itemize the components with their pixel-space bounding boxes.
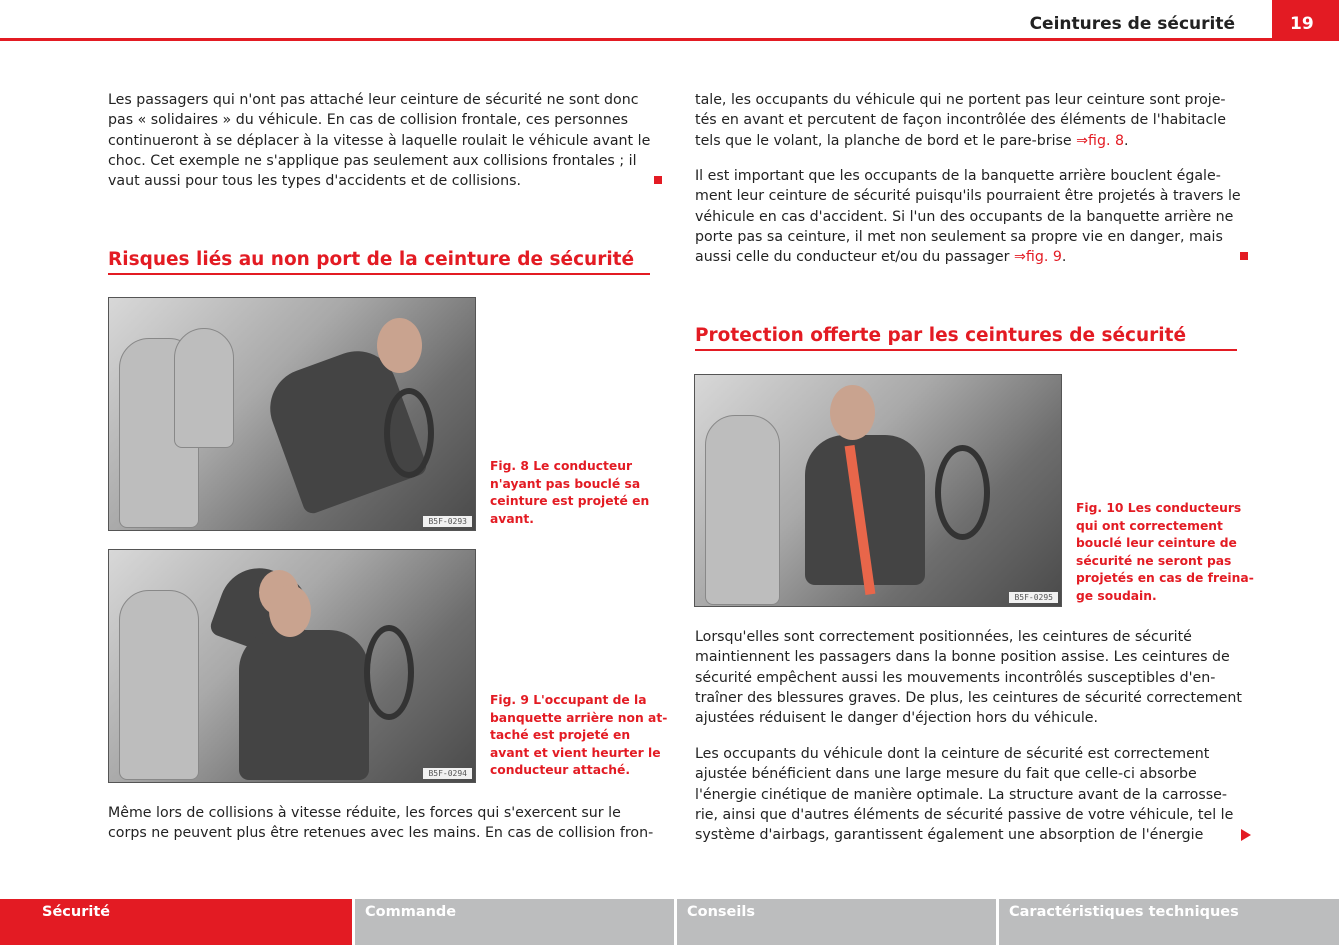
text-line: tés en avant et percutent de façon incontrôlée des éléments de l'habitacle	[695, 112, 1226, 129]
right-paragraph-4	[695, 744, 1233, 845]
figure-code: B5F-0295	[1009, 592, 1058, 603]
fig-8-link[interactable]: ⇒fig. 8	[1076, 132, 1125, 149]
left-paragraph-1	[108, 90, 650, 191]
text-line: Il est important que les occupants de la banquette arrière bouclent égale-	[695, 168, 1221, 184]
caption-line: banquette arrière non at-	[490, 710, 668, 725]
footer-tab-commande[interactable]: Commande	[355, 899, 674, 945]
caption-line: taché est projeté en	[490, 728, 631, 743]
page-number: 19	[1272, 0, 1339, 41]
continue-arrow-icon	[1241, 829, 1251, 841]
text-line: porte pas sa ceinture, il met non seulement sa propre vie en danger, mais	[695, 228, 1223, 245]
text-line: l'énergie cinétique de manière optimale. La structure avant de la carrosse-	[695, 786, 1227, 803]
text-line: ajustées réduisent le danger d'éjection hors du véhicule.	[695, 710, 1098, 727]
caption-line: Fig. 8 Le conducteur	[490, 459, 633, 473]
text-line: véhicule en cas d'accident. Si l'un des occupants de la banquette arrière ne	[695, 208, 1234, 225]
caption-line: bouclé leur ceinture de	[1076, 536, 1237, 551]
footer-tab-securite[interactable]: Sécurité	[0, 899, 352, 945]
right-paragraph-3	[695, 627, 1242, 728]
figure-9-caption	[490, 692, 667, 780]
caption-line: sécurité ne seront pas	[1076, 553, 1232, 568]
caption-line: avant.	[490, 511, 534, 526]
text-line: vaut aussi pour tous les types d'accidents et de collisions.	[108, 173, 521, 190]
figure-8-image	[108, 297, 476, 531]
header-rule	[0, 38, 1272, 41]
caption-line: projetés en cas de freina-	[1076, 571, 1254, 586]
text-line: tels que le volant, la planche de bord et le pare-brise	[695, 132, 1077, 149]
text-line: Les passagers qui n'ont pas attaché leur ceinture de sécurité ne sont donc	[108, 92, 639, 108]
footer-tab-caracteristiques[interactable]: Caractéristiques techniques	[999, 899, 1339, 945]
caption-line: ge soudain.	[1076, 588, 1157, 603]
text-line: sécurité empêchent aussi les mouvements incontrôlés susceptibles d'en-	[695, 669, 1216, 686]
text-line: tale, les occupants du véhicule qui ne portent pas leur ceinture sont proje-	[695, 92, 1226, 108]
text-line: maintiennent les passagers dans la bonne position assise. Les ceintures de	[695, 649, 1230, 666]
text-line: aussi celle du conducteur et/ou du passager	[695, 249, 1014, 266]
footer-tab-conseils[interactable]: Conseils	[677, 899, 996, 945]
figure-9-image	[108, 549, 476, 783]
text-line: Les occupants du véhicule dont la ceinture de sécurité est correctement	[695, 746, 1210, 762]
chapter-title: Ceintures de sécurité	[1029, 14, 1235, 34]
text-line: Même lors de collisions à vitesse réduite, les forces qui s'exercent sur le	[108, 805, 621, 821]
section-heading-risks: Risques liés au non port de la ceinture de sécurité	[108, 249, 650, 275]
right-paragraph-1: tale, les occupants du véhicule qui ne portent pas leur ceinture sont proje- tés en avant et percutent de façon incontrôlée des éléments de l'habitacle tels que le volant, la planche de bord et le pare-brise ⇒fig. 8.	[695, 92, 1226, 149]
figure-code: B5F-0294	[423, 768, 472, 779]
text-line: traîner des blessures graves. De plus, les ceintures de sécurité correctement	[695, 689, 1242, 706]
figure-8-caption	[490, 458, 649, 528]
figure-10-caption	[1076, 500, 1254, 606]
text-line: rie, ainsi que d'autres éléments de sécurité passive de votre véhicule, tel le	[695, 806, 1234, 823]
text-line: corps ne peuvent plus être retenues avec les mains. En cas de collision fron-	[108, 825, 654, 842]
left-paragraph-2	[108, 803, 653, 844]
text-line: ajustée bénéficient dans une large mesure du fait que celle-ci absorbe	[695, 766, 1197, 783]
figure-code: B5F-0293	[423, 516, 472, 527]
caption-line: Fig. 10 Les conducteurs	[1076, 501, 1242, 515]
figure-10-image	[694, 374, 1062, 607]
caption-line: conducteur attaché.	[490, 763, 631, 778]
text-line: choc. Cet exemple ne s'applique pas seulement aux collisions frontales ; il	[108, 152, 637, 169]
caption-line: n'ayant pas bouclé sa	[490, 476, 641, 491]
text-line: pas « solidaires » du véhicule. En cas de collision frontale, ces personnes	[108, 112, 629, 129]
caption-line: ceinture est projeté en	[490, 494, 650, 509]
caption-line: Fig. 9 L'occupant de la	[490, 693, 647, 707]
text-line: ment leur ceinture de sécurité puisqu'ils pourraient être projetés à travers le	[695, 188, 1241, 205]
right-paragraph-2: Il est important que les occupants de la banquette arrière bouclent égale- ment leur ceinture de sécurité puisqu'ils pourraient être projetés à travers le véhicule en cas d'accident. Si l'un des occupants de la banquette arrière ne porte pas sa ceinture, il met non seulement sa propre vie en danger, mais aussi celle du conducteur et/ou du passager ⇒fig. 9.	[695, 168, 1241, 266]
section-end-mark	[654, 176, 662, 184]
text-line: Lorsqu'elles sont correctement positionnées, les ceintures de sécurité	[695, 629, 1192, 645]
fig-9-link[interactable]: ⇒fig. 9	[1014, 249, 1062, 266]
section-end-mark	[1240, 252, 1248, 260]
caption-line: qui ont correctement	[1076, 518, 1223, 533]
text-line: système d'airbags, garantissent également une absorption de l'énergie	[695, 827, 1204, 844]
caption-line: avant et vient heurter le	[490, 745, 661, 760]
section-heading-protection: Protection offerte par les ceintures de sécurité	[695, 325, 1237, 351]
text-line: continueront à se déplacer à la vitesse à laquelle roulait le véhicule avant le	[108, 132, 651, 149]
